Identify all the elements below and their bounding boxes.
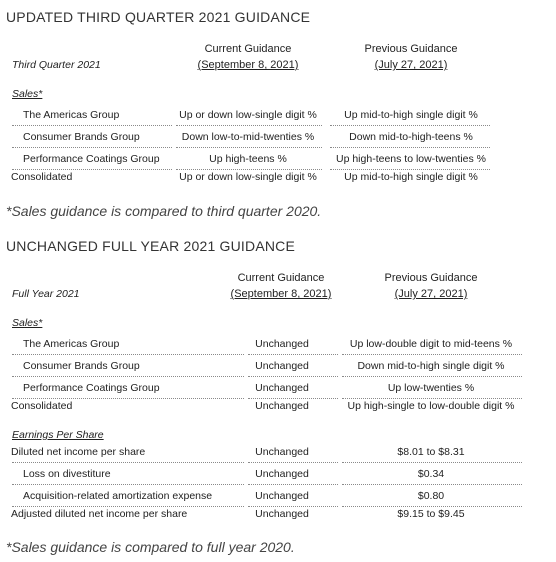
row-previous: $0.34	[417, 468, 445, 480]
row-current: Unchanged	[255, 446, 309, 458]
q3-previous-guidance-header	[351, 41, 471, 73]
fy-current-guidance-header	[221, 270, 341, 302]
table-row	[0, 129, 526, 145]
row-current: Up or down low-single digit %	[179, 109, 317, 121]
q3-current-guidance-header	[188, 41, 308, 73]
table-row	[0, 444, 526, 460]
row-divider	[342, 376, 522, 377]
row-previous: Up low-double digit to mid-teens %	[349, 338, 513, 350]
row-previous: $9.15 to $9.45	[397, 508, 465, 520]
fy-period-label: Full Year 2021	[12, 288, 80, 300]
row-current: Unchanged	[255, 400, 309, 412]
table-row	[0, 466, 526, 482]
row-label: Performance Coatings Group	[23, 153, 160, 165]
row-current: Unchanged	[255, 468, 309, 480]
fy-sales-group-label: Sales*	[12, 317, 43, 329]
row-divider	[248, 376, 338, 377]
row-label: Consumer Brands Group	[23, 360, 140, 372]
row-divider	[342, 484, 522, 485]
row-label: Acquisition-related amortization expense	[23, 490, 213, 502]
row-previous: Up mid-to-high single digit %	[344, 109, 478, 121]
row-divider	[248, 484, 338, 485]
row-divider	[330, 125, 490, 126]
row-divider	[176, 147, 322, 148]
row-divider	[342, 354, 522, 355]
row-previous: Up high-teens to low-twenties %	[336, 153, 486, 165]
table-row	[0, 336, 526, 352]
row-divider	[12, 376, 244, 377]
row-previous: Up high-single to low-double digit %	[347, 400, 515, 412]
fy-footnote: *Sales guidance is compared to full year 2020.	[6, 539, 295, 555]
row-divider	[176, 125, 322, 126]
fy-eps-group-label: Earnings Per Share	[12, 429, 104, 441]
fy-previous-guidance-label: Previous Guidance	[384, 272, 478, 284]
row-previous: $8.01 to $8.31	[397, 446, 465, 458]
fy-current-guidance-label: Current Guidance	[237, 272, 325, 284]
table-row-total	[0, 506, 526, 522]
q3-current-guidance-label: Current Guidance	[204, 43, 292, 55]
fy-section-title: UNCHANGED FULL YEAR 2021 GUIDANCE	[6, 238, 296, 254]
row-divider	[12, 354, 244, 355]
row-label: Consolidated	[11, 400, 73, 412]
row-current: Unchanged	[255, 382, 309, 394]
row-divider	[12, 147, 172, 148]
q3-period-label: Third Quarter 2021	[12, 59, 101, 71]
row-label: Diluted net income per share	[11, 446, 146, 458]
q3-previous-guidance-date: (July 27, 2021)	[374, 59, 448, 71]
row-previous: Down mid-to-high single digit %	[357, 360, 505, 372]
row-current: Down low-to-mid-twenties %	[181, 131, 315, 143]
row-label: Loss on divestiture	[23, 468, 111, 480]
row-label: Adjusted diluted net income per share	[11, 508, 188, 520]
row-current: Unchanged	[255, 508, 309, 520]
table-row-total	[0, 398, 526, 414]
row-label: The Americas Group	[23, 109, 120, 121]
fy-current-guidance-date: (September 8, 2021)	[230, 288, 332, 300]
row-current: Unchanged	[255, 360, 309, 372]
q3-sales-group-label: Sales*	[12, 88, 43, 100]
row-divider	[12, 484, 244, 485]
row-divider	[12, 462, 244, 463]
row-divider	[12, 125, 172, 126]
row-divider	[330, 147, 490, 148]
q3-section-title: UPDATED THIRD QUARTER 2021 GUIDANCE	[6, 9, 311, 25]
row-previous: Up low-twenties %	[387, 382, 475, 394]
row-current: Unchanged	[255, 490, 309, 502]
row-divider	[248, 354, 338, 355]
row-current: Up or down low-single digit %	[179, 171, 317, 183]
q3-footnote: *Sales guidance is compared to third quarter 2020.	[6, 203, 322, 219]
q3-previous-guidance-label: Previous Guidance	[364, 43, 458, 55]
row-divider	[248, 462, 338, 463]
row-current: Unchanged	[255, 338, 309, 350]
table-row	[0, 380, 526, 396]
row-previous: Up mid-to-high single digit %	[344, 171, 478, 183]
row-label: Performance Coatings Group	[23, 382, 160, 394]
q3-current-guidance-date: (September 8, 2021)	[197, 59, 299, 71]
row-label: Consolidated	[11, 171, 73, 183]
fy-previous-guidance-header	[371, 270, 491, 302]
row-previous: $0.80	[417, 490, 445, 502]
row-previous: Down mid-to-high-teens %	[349, 131, 473, 143]
table-row	[0, 107, 526, 123]
row-current: Up high-teens %	[209, 153, 287, 165]
table-row	[0, 151, 526, 167]
table-row-total	[0, 169, 526, 185]
table-row	[0, 488, 526, 504]
row-divider	[342, 462, 522, 463]
table-row	[0, 358, 526, 374]
row-label: Consumer Brands Group	[23, 131, 140, 143]
fy-previous-guidance-date: (July 27, 2021)	[394, 288, 468, 300]
row-label: The Americas Group	[23, 338, 120, 350]
